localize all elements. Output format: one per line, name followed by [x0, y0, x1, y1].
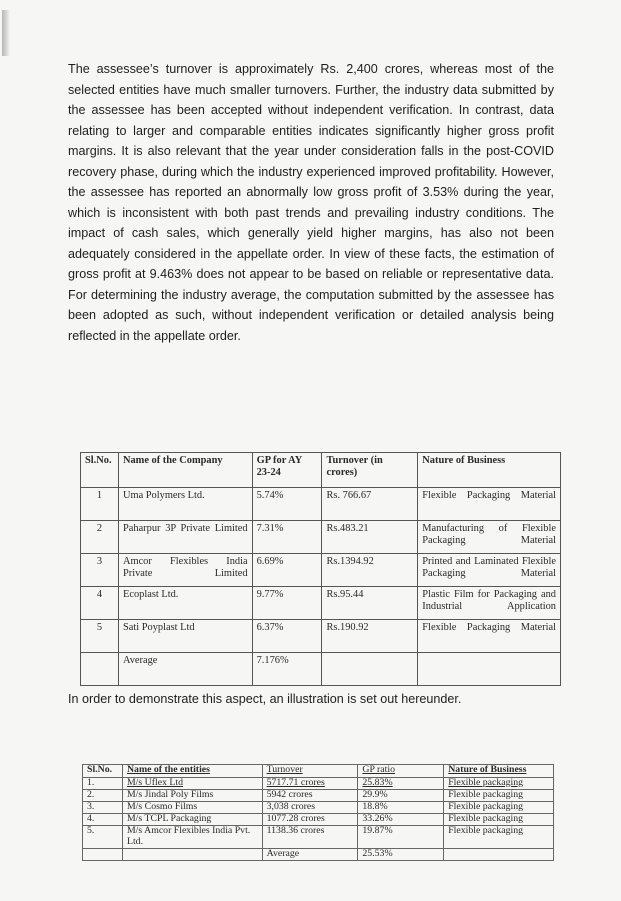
cell-gp: 5.74% [252, 488, 322, 521]
table-row [81, 488, 561, 521]
table-row [81, 554, 561, 587]
header-slno: Sl.No. [81, 453, 119, 488]
cell-slno: 1 [81, 488, 119, 521]
cell-company: Paharpur 3P Private Limited [118, 521, 252, 554]
cell-slno: 3 [81, 554, 119, 587]
cell-slno: 5 [81, 620, 119, 653]
table-header-row [83, 765, 554, 778]
cell-nature: Flexible packaging [444, 826, 554, 849]
header-turnover: Turnover [262, 765, 358, 778]
header-turnover: Turnover (in crores) [322, 453, 418, 488]
table-row [81, 521, 561, 554]
cell-company: Sati Poyplast Ltd [118, 620, 252, 653]
table-row [83, 790, 554, 802]
cell-turnover: 1138.36 crores [262, 826, 358, 849]
cell-entity: M/s TCPL Packaging [122, 814, 262, 826]
cell-nature: Plastic Film for Packaging and Industrial Application [418, 587, 561, 620]
industry-gp-table [80, 452, 561, 686]
cell-gp: 6.37% [252, 620, 322, 653]
header-gp-ratio: GP ratio [358, 765, 444, 778]
illustration-paragraph: In order to demonstrate this aspect, an illustration is set out hereunder. [68, 692, 462, 706]
cell-gp-ratio: 19.87% [358, 826, 444, 849]
header-entities: Name of the entities [122, 765, 262, 778]
cell-company: Ecoplast Ltd. [118, 587, 252, 620]
average-label: Average [262, 848, 358, 860]
cell-slno: 4 [81, 587, 119, 620]
cell-turnover: 1077.28 crores [262, 814, 358, 826]
cell-company: Uma Polymers Ltd. [118, 488, 252, 521]
header-company: Name of the Company [118, 453, 252, 488]
table-row [81, 620, 561, 653]
cell-gp-ratio: 18.8% [358, 802, 444, 814]
cell-turnover: Rs. 766.67 [322, 488, 418, 521]
cell-nature: Printed and Laminated Flexible Packaging Material [418, 554, 561, 587]
header-nature: Nature of Business [444, 765, 554, 778]
average-row [83, 848, 554, 860]
table-row [83, 814, 554, 826]
average-row [81, 653, 561, 686]
cell-gp-ratio: 29.9% [358, 790, 444, 802]
cell-nature: Flexible Packaging Material [418, 620, 561, 653]
cell-nature: Flexible packaging [444, 778, 554, 790]
average-value: 7.176% [252, 653, 322, 686]
header-slno: Sl.No. [83, 765, 123, 778]
table-header-row [81, 453, 561, 488]
cell-gp-ratio: 25.83% [358, 778, 444, 790]
table-row [83, 778, 554, 790]
cell-turnover: Rs.483.21 [322, 521, 418, 554]
average-label: Average [118, 653, 252, 686]
cell-turnover: Rs.1394.92 [322, 554, 418, 587]
cell-gp: 6.69% [252, 554, 322, 587]
cell-entity: M/s Amcor Flexibles India Pvt. Ltd. [122, 826, 262, 849]
cell-turnover: 3,038 crores [262, 802, 358, 814]
cell-turnover: Rs.190.92 [322, 620, 418, 653]
header-gp: GP for AY 23-24 [252, 453, 322, 488]
cell-nature: Flexible packaging [444, 802, 554, 814]
cell-gp: 9.77% [252, 587, 322, 620]
cell-slno: 1. [83, 778, 123, 790]
illustration-table [82, 764, 554, 861]
cell-nature: Flexible packaging [444, 790, 554, 802]
cell-gp-ratio: 33.26% [358, 814, 444, 826]
cell-gp: 7.31% [252, 521, 322, 554]
table-row [83, 826, 554, 849]
cell-slno: 2 [81, 521, 119, 554]
cell-slno: 5. [83, 826, 123, 849]
cell-slno: 4. [83, 814, 123, 826]
cell-entity: M/s Cosmo Films [122, 802, 262, 814]
main-paragraph: The assessee’s turnover is approximately Rs. 2,400 crores, whereas most of the selected entities have much smaller turnovers. Further, the industry data submitted by the assessee has been accepted without independent verification. In contrast, data relating to larger and comparable entities indicates significantly higher gross profit margins. It is also relevant that the year under consideration falls in the post-COVID recovery phase, during which the industry experienced improved profitability. However, the assessee has reported an abnormally low gross profit of 3.53% during the year, which is inconsistent with both past trends and prevailing industry conditions. The impact of cash sales, which generally yield higher margins, has also not been adequately considered in the appellate order. In view of these facts, the estimation of gross profit at 9.463% does not appear to be based on reliable or representative data. For determining the industry average, the computation submitted by the assessee has been adopted as such, without independent verification or detailed analysis being reflected in the appellate order. [68, 62, 554, 343]
cell-entity: M/s Uflex Ltd [122, 778, 262, 790]
cell-slno: 2. [83, 790, 123, 802]
header-nature: Nature of Business [418, 453, 561, 488]
average-value: 25.53% [358, 848, 444, 860]
cell-turnover: 5717.71 crores [262, 778, 358, 790]
cell-entity: M/s Jindal Poly Films [122, 790, 262, 802]
cell-slno: 3. [83, 802, 123, 814]
cell-nature: Manufacturing of Flexible Packaging Material [418, 521, 561, 554]
cell-turnover: Rs.95.44 [322, 587, 418, 620]
cell-turnover: 5942 crores [262, 790, 358, 802]
cell-nature: Flexible Packaging Material [418, 488, 561, 521]
scan-edge-mark [2, 10, 10, 56]
table-row [83, 802, 554, 814]
cell-company: Amcor Flexibles India Private Limited [118, 554, 252, 587]
table-row [81, 587, 561, 620]
cell-nature: Flexible packaging [444, 814, 554, 826]
